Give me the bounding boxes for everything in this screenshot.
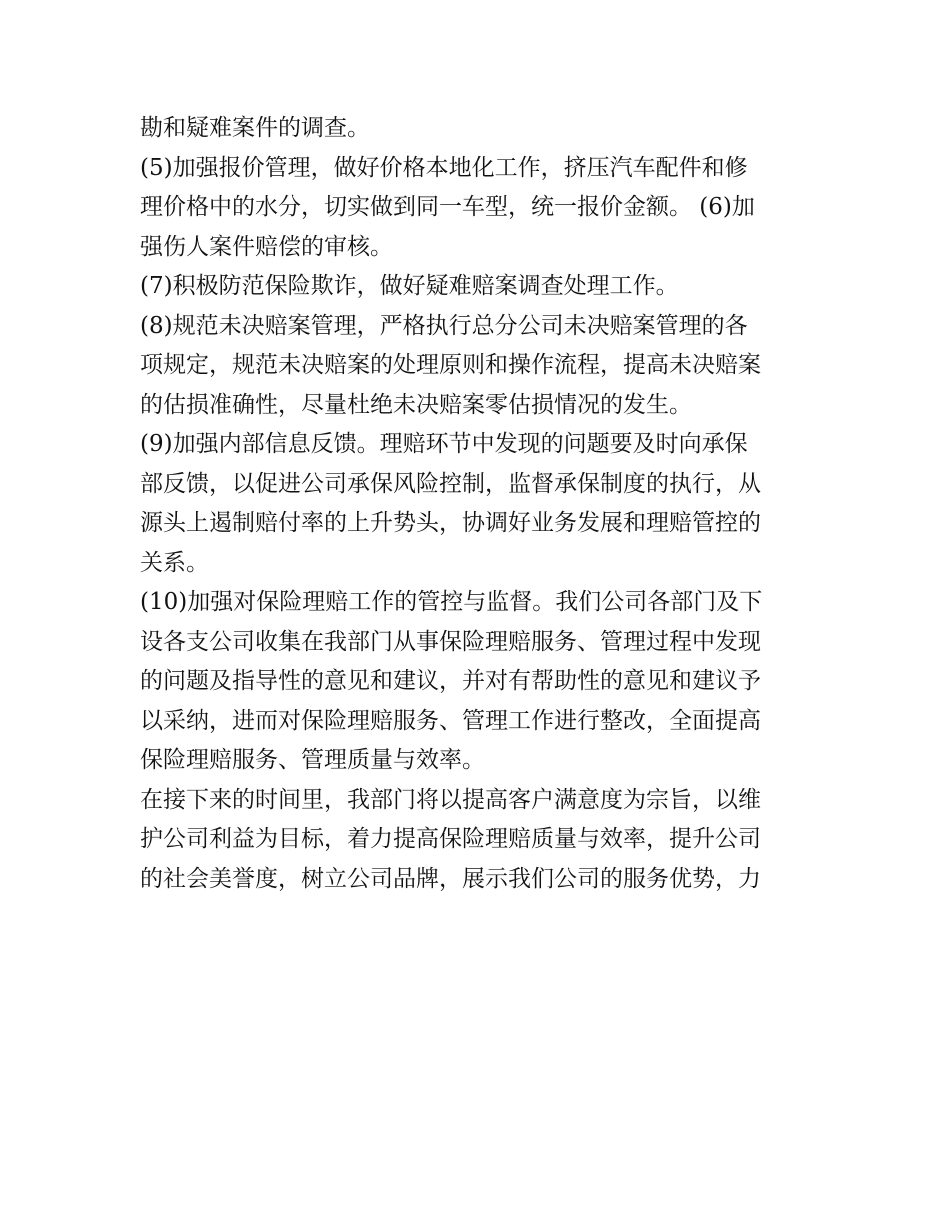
text-line: 项规定，规范未决赔案的处理原则和操作流程，提高未决赔案 [140,352,761,378]
text-line: 在接下来的时间里，我部门将以提高客户满意度为宗旨，以维 [140,786,761,813]
text-line: (7)积极防范保险欺诈，做好疑难赔案调查处理工作。 [140,273,679,299]
text-line: 部反馈，以促进公司承保风险控制，监督承保制度的执行，从 [140,470,761,497]
text-line: 源头上遏制赔付率的上升势头，协调好业务发展和理赔管控的 [140,510,761,536]
text-line: (8)规范未决赔案管理，严格执行总分公司未决赔案管理的各 [140,312,748,339]
text-line: (5)加强报价管理，做好价格本地化工作，挤压汽车配件和修 [140,154,748,181]
text-line: 设各支公司收集在我部门从事保险理赔服务、管理过程中发现 [140,628,761,655]
text-line: 的问题及指导性的意见和建议，并对有帮助性的意见和建议予 [140,668,761,694]
text-line: 护公司利益为目标，着力提高保险理赔质量与效率，提升公司 [140,826,761,852]
text-line: (10)加强对保险理赔工作的管控与监督。我们公司各部门及下 [140,589,763,615]
text-line: 的社会美誉度，树立公司品牌，展示我们公司的服务优势，力 [140,865,761,892]
document-body [140,109,820,899]
text-line: 理价格中的水分，切实做到同一车型，统一报价金额。 (6)加 [140,194,755,220]
text-line: 强伤人案件赔偿的审核。 [140,233,393,260]
text-line: 保险理赔服务、管理质量与效率。 [140,747,485,773]
text-line: 的估损准确性，尽量杜绝未决赔案零估损情况的发生。 [140,391,692,418]
text-line: 以采纳，进而对保险理赔服务、管理工作进行整改，全面提高 [140,707,761,734]
text-line: 关系。 [140,549,209,576]
text-line: 勘和疑难案件的调查。 [140,115,370,141]
text-line: (9)加强内部信息反馈。理赔环节中发现的问题要及时向承保 [140,431,748,457]
